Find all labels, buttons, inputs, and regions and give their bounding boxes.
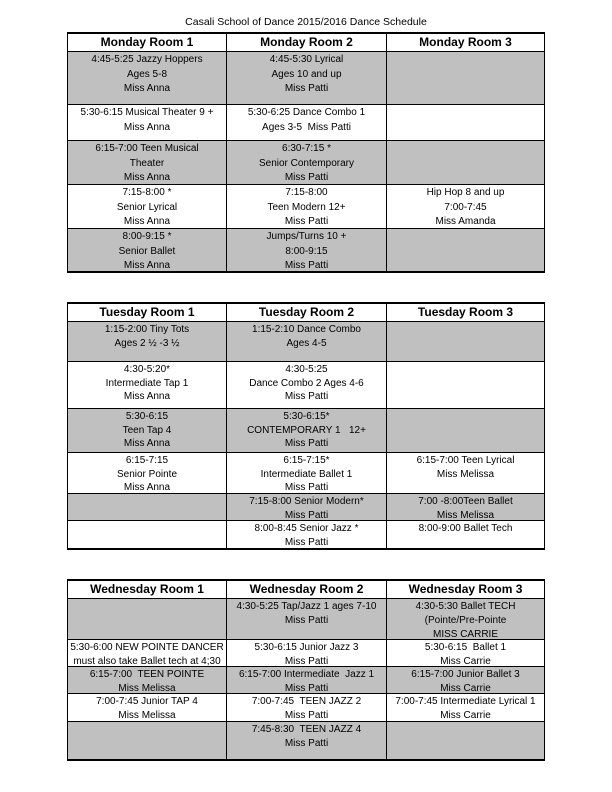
tuesday-schedule-table [67,302,545,550]
cell-text-line: 6:15-7:15* [283,455,330,466]
cell-text-line: 4:45-5:25 Jazzy Hoppers [91,54,203,65]
cell-text-line: 5:30-6:15 Junior Jazz 3 [254,642,359,653]
cell-text-line: 4:30-5:30 Ballet TECH [415,601,516,612]
class-cell [227,494,387,521]
cell-text-line: 6:15-7:00 Teen Lyrical [416,455,515,466]
cell-text-line: Intermediate Ballet 1 [260,468,353,480]
cell-text-line: 6:15-7:15 [125,455,169,466]
cell-text-line: Miss Carrie [440,655,491,667]
class-cell [227,229,387,271]
cell-text-line: Miss Anna [123,216,171,227]
cell-text-line: Miss Anna [123,83,171,94]
cell-text-line: Ages 2 ½ -3 ½ [114,337,180,349]
cell-text-line: 7:00-7:45 Junior TAP 4 [96,696,198,707]
column-header-wednesday-room-2: Wednesday Room 2 [227,581,387,599]
empty-cell [387,409,544,453]
cell-text-line: 1:15-2:10 Dance Combo [252,324,361,335]
cell-text-line: Jumps/Turns 10 + [266,231,347,242]
class-cell [227,453,387,494]
class-cell [68,229,227,271]
column-header-wednesday-room-1: Wednesday Room 1 [68,581,227,599]
cell-text-line: Ages 3-5 Miss Patti [262,121,351,133]
column-header-tuesday-room-2: Tuesday Room 2 [227,304,387,322]
cell-text-line: 5:30-6:15* [283,411,330,422]
class-cell [68,362,227,409]
empty-cell [387,722,544,759]
cell-text-line: 6:15-7:00 Teen Musical [95,143,199,154]
empty-cell [387,105,544,141]
cell-text-line: 7:00-7:45 Intermediate Lyrical 1 [395,696,536,707]
monday-schedule-table [67,32,545,273]
class-cell [68,409,227,453]
class-cell [68,453,227,494]
class-cell [227,105,387,141]
cell-text-line: 7:15-8:00 * [122,187,172,198]
class-cell [227,599,387,640]
empty-cell [68,599,227,640]
cell-text-line: Miss Melissa [436,509,495,521]
cell-text-line: 5:30-6:15 Ballet 1 [424,642,507,653]
cell-text-line: Miss Patti [284,83,329,94]
class-cell [68,694,227,722]
cell-text-line: Miss Patti [284,614,329,626]
cell-text-line: Miss Melissa [118,709,176,721]
class-cell [227,640,387,667]
class-cell [387,494,544,521]
cell-text-line: 6:30-7:15 * [282,143,331,154]
cell-text-line: Miss Patti [284,391,329,402]
cell-text-line: Miss Melissa [436,468,495,480]
cell-text-line: 8:00-9:15 [285,245,328,257]
class-cell [387,667,544,694]
cell-text-line: 8:00-9:15 * [122,231,172,242]
empty-cell [68,521,227,548]
cell-text-line: Miss Anna [123,260,171,271]
cell-text-line: Miss Carrie [440,709,491,721]
column-header-monday-room-1: Monday Room 1 [68,34,227,52]
empty-cell [387,322,544,362]
class-cell [227,52,387,105]
class-cell [227,322,387,362]
cell-text-line: Miss Melissa [118,682,176,694]
cell-text-line: Theater [129,157,165,169]
cell-text-line: Miss Patti [284,709,329,721]
cell-text-line: Miss Patti [284,216,329,227]
cell-text-line: must also take Ballet tech at 4;30 [73,655,221,667]
cell-text-line: 4:30-5:25 Tap/Jazz 1 ages 7-10 [236,601,377,612]
class-cell [68,640,227,667]
class-cell [68,141,227,185]
cell-text-line: 5:30-6:15 Musical Theater 9 + [80,107,214,118]
cell-text-line: Miss Carrie [440,682,491,694]
cell-text-line: Miss Patti [284,655,329,667]
cell-text-line: MISS CARRIE [432,628,498,640]
cell-text-line: Miss Patti [284,260,329,271]
class-cell [68,322,227,362]
class-cell [227,722,387,759]
cell-text-line: Senior Pointe [116,468,178,480]
cell-text-line: Ages 10 and up [271,68,342,80]
cell-text-line: 1:15-2:00 Tiny Tots [104,324,190,335]
class-cell [387,521,544,548]
cell-text-line: 7:00 -8:00Teen Ballet [418,496,513,507]
class-cell [387,640,544,667]
cell-text-line: Hip Hop 8 and up [426,187,505,198]
cell-text-line: 5:30-6:15 [125,411,169,422]
cell-text-line: Miss Anna [123,172,171,183]
cell-text-line: Teen Modern 12+ [267,201,346,213]
class-cell [68,185,227,229]
cell-text-line: Miss Patti [284,482,329,493]
cell-text-line: 4:45-5:30 Lyrical [269,54,344,65]
empty-cell [387,362,544,409]
cell-text-line: (Pointe/Pre-Pointe [424,614,507,626]
empty-cell [387,229,544,271]
cell-text-line: Miss Patti [284,509,329,521]
cell-text-line: Miss Patti [284,682,329,694]
column-header-tuesday-room-3: Tuesday Room 3 [387,304,544,322]
cell-text-line: 8:00-8:45 Senior Jazz * [254,523,359,534]
cell-text-line: 7:00-7:45 [444,201,487,213]
empty-cell [387,52,544,105]
cell-text-line: Miss Patti [284,737,329,749]
cell-text-line: 8:00-9:00 Ballet Tech [418,523,513,534]
cell-text-line: 7:15-8:00 Senior Modern* [249,496,364,507]
cell-text-line: 5:30-6:25 Dance Combo 1 [247,107,366,118]
cell-text-line: 7:15-8:00 [285,187,328,198]
cell-text-line: 4:30-5:20* [123,364,171,375]
cell-text-line: 4:30-5:25 [285,364,328,375]
column-header-monday-room-2: Monday Room 2 [227,34,387,52]
class-cell [227,141,387,185]
column-header-wednesday-room-3: Wednesday Room 3 [387,581,544,599]
class-cell [68,667,227,694]
cell-text-line: Miss Anna [123,482,171,493]
cell-text-line: Miss Anna [123,121,171,133]
cell-text-line: 6:15-7:00 Intermediate Jazz 1 [238,669,375,680]
class-cell [68,52,227,105]
cell-text-line: CONTEMPORARY 1 12+ [247,424,366,436]
cell-text-line: Miss Anna [123,438,171,449]
cell-text-line: 7:00-7:45 TEEN JAZZ 2 [251,696,362,707]
class-cell [387,599,544,640]
class-cell [387,453,544,494]
cell-text-line: Miss Amanda [435,216,496,227]
cell-text-line: 7:45-8:30 TEEN JAZZ 4 [251,724,362,735]
cell-text-line: Miss Anna [123,391,171,402]
class-cell [227,521,387,548]
empty-cell [68,494,227,521]
column-header-tuesday-room-1: Tuesday Room 1 [68,304,227,322]
cell-text-line: 5:30-6:00 NEW POINTE DANCER [70,642,224,653]
column-header-monday-room-3: Monday Room 3 [387,34,544,52]
cell-text-line: Dance Combo 2 Ages 4-6 [249,377,364,389]
cell-text-line: Teen Tap 4 [122,424,172,436]
class-cell [387,694,544,722]
class-cell [227,409,387,453]
class-cell [227,667,387,694]
cell-text-line: Miss Patti [284,438,329,449]
cell-text-line: Miss Patti [284,536,329,548]
cell-text-line: 6:15-7:00 Junior Ballet 3 [411,669,520,680]
cell-text-line: 6:15-7:00 TEEN POINTE [89,669,205,680]
wednesday-schedule-table [67,579,545,761]
class-cell [227,185,387,229]
cell-text-line: Senior Lyrical [116,201,178,213]
cell-text-line: Senior Ballet [118,245,176,257]
cell-text-line: Ages 5-8 [126,68,168,80]
class-cell [68,105,227,141]
class-cell [387,185,544,229]
empty-cell [68,722,227,759]
cell-text-line: Ages 4-5 [286,337,327,349]
cell-text-line: Senior Contemporary [258,157,355,169]
class-cell [227,694,387,722]
empty-cell [387,141,544,185]
class-cell [227,362,387,409]
cell-text-line: Intermediate Tap 1 [105,377,189,389]
cell-text-line: Miss Patti [284,172,329,183]
document-title: Casali School of Dance 2015/2016 Dance Schedule [185,16,427,28]
